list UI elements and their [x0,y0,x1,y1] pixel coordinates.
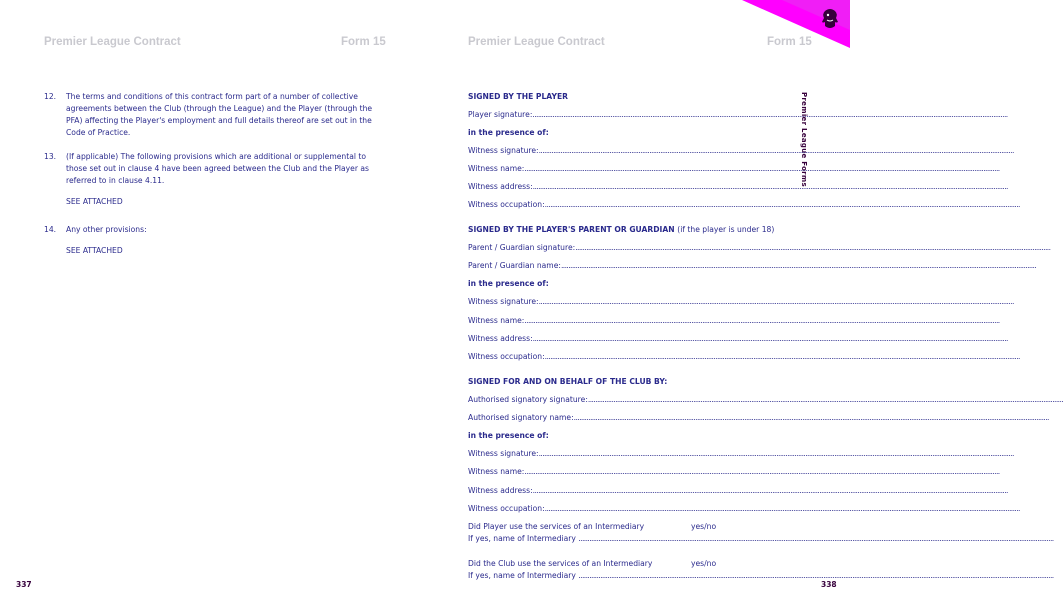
club-intermediary-name-field[interactable] [468,570,760,582]
witness-name-field[interactable] [468,315,760,327]
field-label: Witness signature: [468,297,539,306]
clause-number: 14. [44,225,57,234]
field-label: If yes, name of Intermediary [468,534,576,543]
dotted-line [539,449,1014,458]
field-label: Witness occupation: [468,200,545,209]
dotted-line [588,395,1063,404]
clause-number: 12. [44,92,57,101]
field-label: Witness address: [468,486,533,495]
dotted-line [578,534,1053,543]
right-header-title: Premier League Contract [468,36,605,48]
dotted-line [578,571,1053,580]
witness-occupation-field[interactable] [468,351,760,363]
player-intermediary-name-field[interactable] [468,533,760,545]
right-header-form: Form 15 [767,36,812,48]
clause-13 [44,151,384,208]
field-label: Witness occupation: [468,352,545,361]
clause-text: Any other provisions: [66,225,147,234]
club-section-heading: SIGNED FOR AND ON BEHALF OF THE CLUB BY: [468,377,668,386]
dotted-line [533,182,1008,191]
dotted-line [532,110,1007,119]
presence-label: in the presence of: [468,431,549,440]
field-label: Witness name: [468,164,525,173]
witness-name-field[interactable] [468,163,760,175]
left-page-number: 337 [16,580,32,589]
guardian-section-heading [468,224,775,236]
field-label: Witness address: [468,182,533,191]
player-signature-field[interactable] [468,109,760,121]
field-label: Player signature: [468,110,533,119]
side-tab-forms [798,92,858,187]
clause-number: 13. [44,152,57,161]
dotted-line [533,486,1008,495]
player-section-heading: SIGNED BY THE PLAYER [468,92,568,101]
right-page-number: 338 [821,580,837,589]
premier-league-lion-logo-icon [819,8,841,32]
field-label: Witness address: [468,334,533,343]
dotted-line [533,334,1008,343]
guardian-signature-field[interactable] [468,242,760,254]
witness-address-field[interactable] [468,485,760,497]
field-label: Parent / Guardian name: [468,261,561,270]
clause-text: (If applicable) The following provisions which are additional or supplemental to those set out in clause 4 have been agreed between the Club and the Player as referred to in clause 4.11. [66,152,369,185]
guardian-name-field[interactable] [468,260,760,272]
left-header-form: Form 15 [341,36,386,48]
dotted-line [545,504,1020,513]
club-intermediary-yesno[interactable]: yes/no [691,559,717,568]
dotted-line [539,297,1014,306]
witness-signature-field[interactable] [468,296,760,308]
dotted-line [524,467,999,476]
witness-address-field[interactable] [468,333,760,345]
witness-name-field[interactable] [468,466,760,478]
authorised-name-field[interactable] [468,412,760,424]
field-label: Authorised signatory name: [468,413,574,422]
clause-attachment: SEE ATTACHED [66,246,123,255]
dotted-line [539,146,1014,155]
left-header-title: Premier League Contract [44,36,181,48]
clause-attachment: SEE ATTACHED [66,197,123,206]
field-label: If yes, name of Intermediary [468,571,576,580]
witness-occupation-field[interactable] [468,503,760,515]
guardian-heading-text: SIGNED BY THE PLAYER'S PARENT OR GUARDIAN [468,225,675,234]
field-label: Witness name: [468,316,525,325]
witness-signature-field[interactable] [468,448,760,460]
player-intermediary-question: Did Player use the services of an Intermediary [468,522,645,531]
field-label: Witness signature: [468,449,539,458]
witness-address-field[interactable] [468,181,760,193]
field-label: Witness occupation: [468,504,545,513]
clause-text: The terms and conditions of this contract form part of a number of collective agreements between the Club (through the League) and the Player (through the PFA) affecting the Player's employment and full details thereof are set out in the Code of Practice. [66,92,373,137]
clause-14 [44,224,384,257]
field-label: Witness name: [468,467,525,476]
dotted-line [524,316,999,325]
witness-signature-field[interactable] [468,145,760,157]
club-intermediary-question: Did the Club use the services of an Intermediary [468,559,653,568]
field-label: Authorised signatory signature: [468,395,588,404]
dotted-line [561,261,1036,270]
authorised-signature-field[interactable] [468,394,760,406]
presence-label: in the presence of: [468,279,549,288]
dotted-line [545,352,1020,361]
field-label: Parent / Guardian signature: [468,243,576,252]
guardian-heading-note: (if the player is under 18) [677,225,775,234]
player-intermediary-yesno[interactable]: yes/no [691,522,717,531]
witness-occupation-field[interactable] [468,199,760,211]
dotted-line [575,243,1050,252]
field-label: Witness signature: [468,146,539,155]
dotted-line [545,200,1020,209]
dotted-line [524,164,999,173]
presence-label: in the presence of: [468,128,549,137]
clause-12 [44,91,384,139]
dotted-line [574,413,1049,422]
side-tab-label: Premier League Forms [800,92,808,187]
